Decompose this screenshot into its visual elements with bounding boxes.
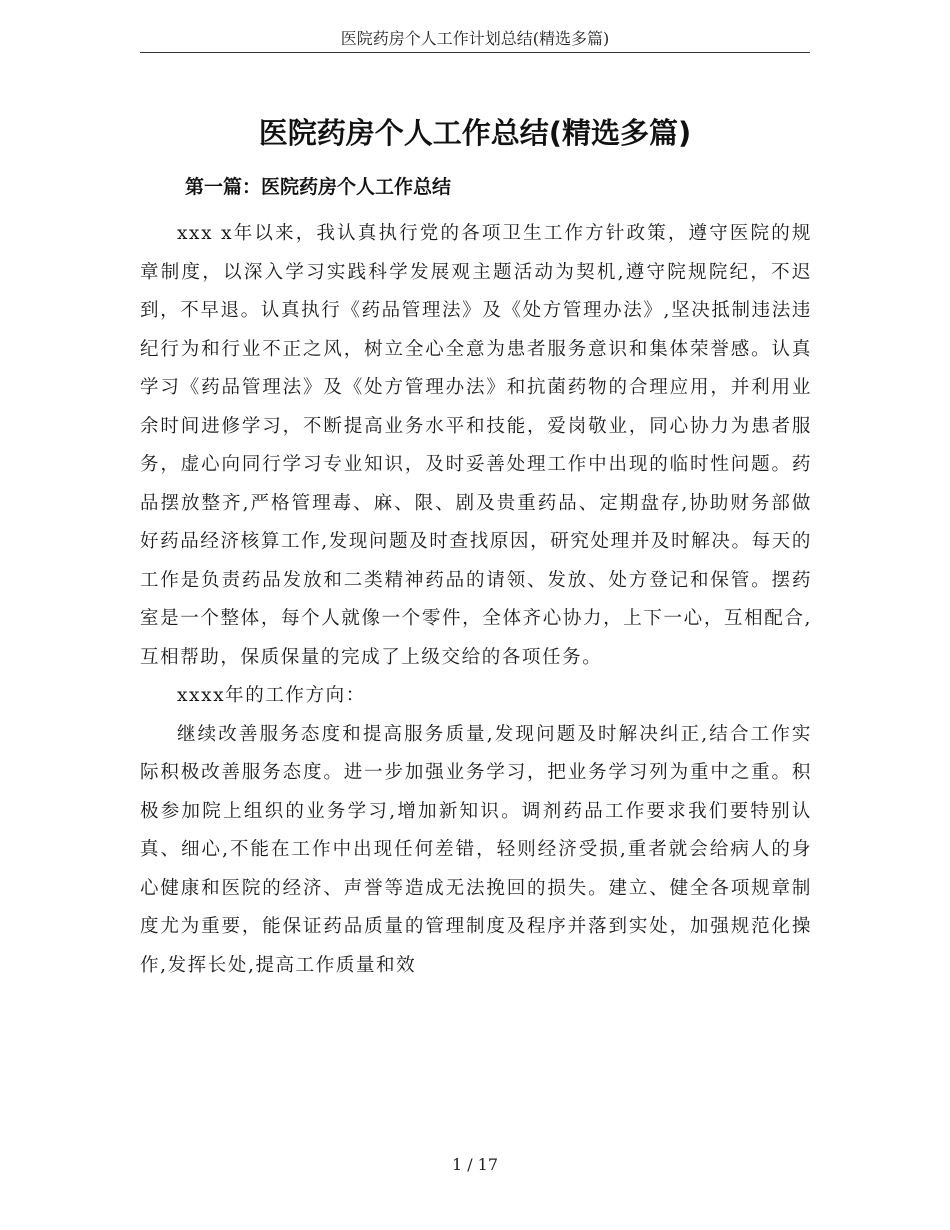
page-number: 1 / 17 [451, 1155, 499, 1174]
body-paragraph: xxxx年的工作方向： [177, 685, 366, 706]
document-body [140, 215, 812, 985]
body-paragraph: xxx x年以来，我认真执行党的各项卫生工作方针政策，遵守医院的规章制度，以深入学习实践科学发展观主题活动为契机,遵守院规院纪，不迟到，不早退。认真执行《药品管理法》及《处方管理办法》,坚决抵制违法违纪行为和行业不正之风，树立全心全意为患者服务意识和集体荣誉感。认真学习《药品管理法》及《处方管理办法》和抗菌药物的合理应用，并利用业余时间进修学习，不断提高业务水平和技能，爱岗敬业，同心协力为患者服务，虚心向同行学习专业知识，及时妥善处理工作中出现的临时性问题。药品摆放整齐,严格管理毒、麻、限、剧及贵重药品、定期盘存,协助财务部做好药品经济核算工作,发现问题及时查找原因，研究处理并及时解决。每天的工作是负责药品发放和二类精神药品的请领、发放、处方登记和保管。摆药室是一个整体，每个人就像一个零件，全体齐心协力，上下一心，互相配合,互相帮助，保质保量的完成了上级交给的各项任务。 [140, 223, 812, 668]
document-title: 医院药房个人工作总结(精选多篇) [258, 116, 692, 150]
header-divider [140, 52, 810, 53]
running-header: 医院药房个人工作计划总结(精选多篇) [340, 29, 610, 48]
section-heading: 第一篇：医院药房个人工作总结 [185, 176, 452, 198]
body-paragraph: 继续改善服务态度和提高服务质量,发现问题及时解决纠正,结合工作实际积极改善服务态度。进一步加强业务学习，把业务学习列为重中之重。积极参加院上组织的业务学习,增加新知识。调剂药品工作要求我们要特别认真、细心,不能在工作中出现任何差错，轻则经济受损,重者就会给病人的身心健康和医院的经济、声誉等造成无法挽回的损失。建立、健全各项规章制度尤为重要，能保证药品质量的管理制度及程序并落到实处，加强规范化操作,发挥长处,提高工作质量和效 [140, 723, 812, 976]
